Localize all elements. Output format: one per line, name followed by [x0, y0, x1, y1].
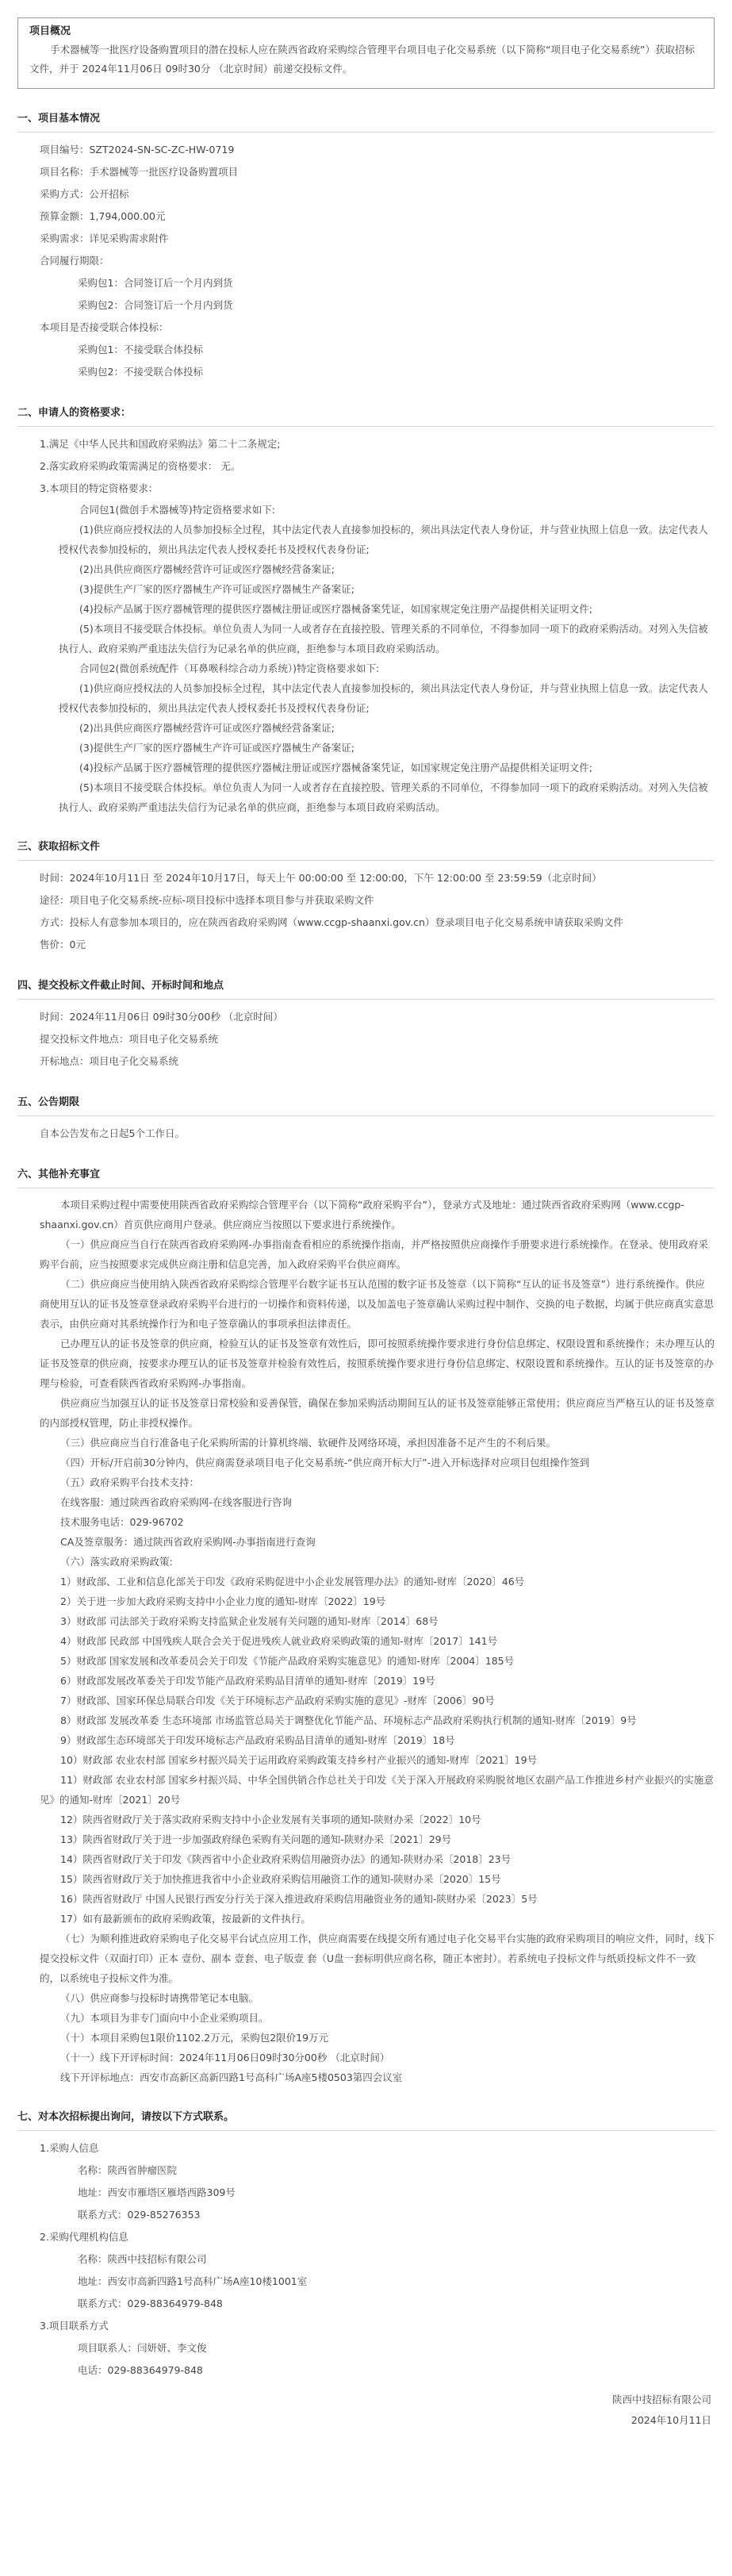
project-number: 项目编号：SZT2024-SN-SC-ZC-HW-0719	[40, 144, 235, 155]
contact-detail: 名称：陕西中技招标有限公司	[78, 2253, 207, 2265]
supplementary-paragraph: （十）本项目采购包1限价1102.2万元，采购包2限价19万元	[60, 2032, 329, 2044]
supplementary-paragraph: 16）陕西省财政厅 中国人民银行西安分行关于深入推进政府采购信用融资业务的通知-陕财办采〔2023〕5号	[60, 1893, 538, 1905]
announcement-period: 自本公告发布之日起5个工作日。	[40, 1127, 185, 1139]
package-2-requirement: (4)投标产品属于医疗器械管理的提供医疗器械注册证或医疗器械备案凭证，如国家规定免注册产品提供相关证明文件;	[79, 762, 592, 774]
section-divider	[17, 999, 715, 1000]
supplementary-paragraph: （八）供应商参与投标时请携带笔记本电脑。	[60, 1992, 259, 2004]
section-supplementary	[17, 1195, 715, 2087]
package-1-requirement-heading: 合同包1(微创手术器械等)特定资格要求如下:	[79, 504, 275, 516]
package-1-requirement: (4)投标产品属于医疗器械管理的提供医疗器械注册证或医疗器械备案凭证，如国家规定免注册产品提供相关证明文件;	[79, 603, 592, 615]
supplementary-paragraph: （一）供应商应当自行在陕西省政府采购网-办事指南查看相应的系统操作指南，并严格按照供应商操作手册要求进行系统操作。在登录、使用政府采购平台前，应当按照要求完成供应商注册和信息完善，加入政府采购平台供应商库。	[40, 1238, 709, 1270]
contact-detail: 联系方式：029-88364979-848	[78, 2298, 223, 2309]
procurement-requirement: 采购需求：详见采购需求附件	[40, 232, 169, 244]
budget-amount: 预算金额：1,794,000.00元	[40, 210, 166, 222]
obtain-channel: 途径：项目电子化交易系统-应标-项目投标中选择本项目参与并获取采购文件	[40, 894, 374, 906]
supplementary-paragraph: 4）财政部 民政部 中国残疾人联合会关于促进残疾人就业政府采购政策的通知-财库〔2017〕141号	[60, 1635, 498, 1647]
package-1-requirement: (1)供应商应授权法的人员参加投标全过程，其中法定代表人直接参加投标的，须出具法定代表人身份证，并与营业执照上信息一致。法定代表人授权代表参加投标的，须出具法定代表人授权委托书及授权代表身份证;	[59, 524, 708, 555]
obtain-method: 方式：投标人有意参加本项目的，应在陕西省政府采购网（www.ccgp-shaanxi.gov.cn）登录项目电子化交易系统申请获取采购文件	[40, 916, 623, 928]
package-1-requirement: (3)提供生产厂家的医疗器械生产许可证或医疗器械生产备案证;	[79, 583, 355, 595]
section-title-supplementary: 六、其他补充事宜	[17, 1169, 101, 1181]
qualification-item: 3.本项目的特定资格要求：	[40, 482, 159, 494]
supplementary-paragraph: 3）财政部 司法部关于政府采购支持监狱企业发展有关问题的通知-财库〔2014〕68号	[60, 1615, 439, 1627]
section-announcement-period	[17, 1123, 715, 1145]
supplementary-paragraph: （六）落实政府采购政策:	[60, 1556, 173, 1568]
section-title-contact: 七、对本次招标提出询问，请按以下方式联系。	[17, 2111, 235, 2123]
section-title-obtain-documents: 三、获取招标文件	[17, 841, 101, 853]
supplementary-paragraph: 14）陕西省财政厅关于印发《陕西省中小企业政府采购信用融资办法》的通知-陕财办采〔2018〕23号	[60, 1853, 512, 1865]
procurement-method: 采购方式：公开招标	[40, 188, 129, 200]
document-price: 售价：0元	[40, 939, 86, 950]
supplementary-paragraph: 10）财政部 农业农村部 国家乡村振兴局关于运用政府采购政策支持乡村产业振兴的通知-财库〔2021〕19号	[60, 1754, 538, 1766]
package-2-requirement-heading: 合同包2(微创系统配件（耳鼻喉科综合动力系统）)特定资格要求如下:	[79, 662, 380, 674]
obtain-time: 时间：2024年10月11日 至 2024年10月17日，每天上午 00:00:00 至 12:00:00，下午 12:00:00 至 23:59:59（北京时间）	[40, 872, 602, 884]
package-2-requirement: (2)出具供应商医疗器械经营许可证或医疗器械经营备案证;	[79, 722, 335, 734]
section-title-basic-info: 一、项目基本情况	[17, 113, 101, 125]
supplementary-paragraph: 2）关于进一步加大政府采购支持中小企业力度的通知-财库〔2022〕19号	[60, 1595, 386, 1607]
consortium-label: 本项目是否接受联合体投标：	[40, 321, 169, 333]
section-basic-info	[17, 139, 715, 383]
package-1-requirement: (2)出具供应商医疗器械经营许可证或医疗器械经营备案证;	[79, 563, 335, 575]
submission-location: 提交投标文件地点：项目电子化交易系统	[40, 1033, 219, 1045]
project-name: 项目名称：手术器械等一批医疗设备购置项目	[40, 166, 239, 178]
supplementary-paragraph: 线下开评标地点：西安市高新区高新四路1号高科广场A座5楼0503第四会议室	[60, 2071, 403, 2083]
supplementary-paragraph: 15）陕西省财政厅关于加快推进我省中小企业政府采购信用融资工作的通知-陕财办采〔2020〕15号	[60, 1873, 501, 1885]
supplementary-paragraph: （四）开标/开启前30分钟内，供应商需登录项目电子化交易系统-“供应商开标大厅”-进入开标选择对应项目包组操作签到	[60, 1457, 590, 1468]
deadline-time: 时间：2024年11月06日 09时30分00秒 （北京时间）	[40, 1011, 283, 1023]
supplementary-paragraph: 本项目采购过程中需要使用陕西省政府采购综合管理平台（以下简称“政府采购平台”），登录方式及地址：通过陕西省政府采购网（www.ccgp-shaanxi.gov.cn）首页供应商用户登录。供应商应当按照以下要求进行系统操作。	[40, 1199, 684, 1230]
section-divider	[17, 2130, 715, 2131]
supplementary-paragraph: 已办理互认的证书及签章的供应商，检验互认的证书及签章有效性后，即可按照系统操作要求进行身份信息绑定、权限设置和系统操作；未办理互认的证书及签章的供应商，按要求办理互认的证书及签章并检验有效性后，按照系统操作要求进行身份信息绑定、权限设置和系统操作。互认的证书及签章的办理与检验，可查看陕西省政府采购网-办事指南。	[40, 1338, 715, 1389]
section-title-deadline: 四、提交投标文件截止时间、开标时间和地点	[17, 980, 224, 992]
section-divider	[17, 426, 715, 427]
package-1-requirement: (5)本项目不接受联合体投标。单位负责人为同一人或者存在直接控股、管理关系的不同单位，不得参加同一项下的政府采购活动。对列入失信被执行人、政府采购严重违法失信行为记录名单的供应商，拒绝参与本项目政府采购活动。	[59, 623, 708, 655]
contract-period-label: 合同履行期限：	[40, 255, 109, 267]
contact-detail: 项目联系人：闫妍妍、李文俊	[78, 2342, 207, 2354]
contract-period-package-2: 采购包2：合同签订后一个月内到货	[78, 299, 233, 311]
supplementary-paragraph: 12）陕西省财政厅关于落实政府采购支持中小企业发展有关事项的通知-陕财办采〔2022〕10号	[60, 1814, 481, 1825]
package-2-requirement: (1)供应商应授权法的人员参加投标全过程，其中法定代表人直接参加投标的，须出具法定代表人身份证，并与营业执照上信息一致。法定代表人授权代表参加投标的，须出具法定代表人授权委托书及授权代表身份证;	[59, 682, 708, 714]
supplementary-paragraph: 5）财政部 国家发展和改革委员会关于印发《节能产品政府采购实施意见》的通知-财库〔2004〕185号	[60, 1655, 515, 1667]
section-obtain-documents	[17, 867, 715, 956]
consortium-package-2: 采购包2：不接受联合体投标	[78, 366, 203, 378]
supplementary-paragraph: （五）政府采购平台技术支持：	[60, 1476, 200, 1488]
supplementary-paragraph: （二）供应商应当使用纳入陕西省政府采购综合管理平台数字证书互认范围的数字证书及签章（以下简称“互认的证书及签章”）进行系统操作。供应商使用互认的证书及签章登录政府采购平台进行的一切操作和资料传递，以及加盖电子签章确认采购过程中制作、交换的电子数据，均属于供应商真实意思表示，由供应商对其系统操作行为和电子签章确认的事项承担法律责任。	[40, 1278, 715, 1330]
section-deadline	[17, 1006, 715, 1073]
supplementary-paragraph: 17）如有最新颁布的政府采购政策，按最新的文件执行。	[60, 1913, 311, 1925]
section-title-qualifications: 二、申请人的资格要求：	[17, 407, 132, 419]
supplementary-paragraph: （九）本项目为非专门面向中小企业采购项目。	[60, 2012, 269, 2024]
supplementary-paragraph: 在线客服：通过陕西省政府采购网-在线客服进行咨询	[60, 1496, 293, 1508]
supplementary-paragraph: 技术服务电话：029-96702	[60, 1516, 184, 1528]
qualification-item: 1.满足《中华人民共和国政府采购法》第二十二条规定;	[40, 438, 281, 450]
contact-group-title: 3.项目联系方式	[40, 2320, 109, 2332]
section-contact	[17, 2137, 715, 2382]
supplementary-paragraph: 8）财政部 发展改革委 生态环境部 市场监管总局关于调整优化节能产品、环境标志产品政府采购执行机制的通知-财库〔2019〕9号	[60, 1714, 637, 1726]
supplementary-paragraph: 11）财政部 农业农村部 国家乡村振兴局、中华全国供销合作总社关于印发《关于深入开展政府采购脱贫地区农副产品工作推进乡村产业振兴的实施意见》的通知-财库〔2021〕20号	[40, 1774, 714, 1806]
overview-body: 手术器械等一批医疗设备购置项目的潜在投标人应在陕西省政府采购综合管理平台项目电子化交易系统（以下简称“项目电子化交易系统”）获取招标文件，并于 2024年11月06日 09时30分 （北京时间）前递交投标文件。	[29, 44, 695, 75]
supplementary-paragraph: CA及签章服务：通过陕西省政府采购网-办事指南进行查询	[60, 1536, 316, 1548]
section-divider	[17, 860, 715, 861]
contact-group-title: 2.采购代理机构信息	[40, 2231, 128, 2243]
footer-date: 2024年10月11日	[630, 2414, 711, 2426]
supplementary-paragraph: 1）财政部、工业和信息化部关于印发《政府采购促进中小企业发展管理办法》的通知-财库〔2020〕46号	[60, 1576, 525, 1587]
package-2-requirement: (5)本项目不接受联合体投标。单位负责人为同一人或者存在直接控股、管理关系的不同单位，不得参加同一项下的政府采购活动。对列入失信被执行人、政府采购严重违法失信行为记录名单的供应商，拒绝参与本项目政府采购活动。	[59, 781, 708, 813]
contact-detail: 地址：西安市雁塔区雁塔西路309号	[78, 2186, 236, 2198]
supplementary-paragraph: （三）供应商应当自行准备电子化采购所需的计算机终端、软硬件及网络环境，承担因准备不足产生的不利后果。	[60, 1437, 557, 1449]
supplementary-paragraph: （十一）线下开评标时间：2024年11月06日09时30分00秒 （北京时间）	[60, 2052, 390, 2063]
contact-detail: 名称：陕西省肿瘤医院	[78, 2164, 178, 2176]
supplementary-paragraph: 9）财政部生态环境部关于印发环境标志产品政府采购品目清单的通知-财库〔2019〕18号	[60, 1734, 455, 1746]
supplementary-paragraph: 13）陕西省财政厅关于进一步加强政府绿色采购有关问题的通知-陕财办采〔2021〕29号	[60, 1833, 452, 1845]
supplementary-paragraph: 供应商应当加强互认的证书及签章日常校验和妥善保管，确保在参加采购活动期间互认的证书及签章能够正常使用；供应商应当严格互认的证书及签章的内部授权管理，防止非授权操作。	[40, 1397, 715, 1429]
section-qualifications	[17, 433, 715, 817]
supplementary-paragraph: 6）财政部发展改革委关于印发节能产品政府采购品目清单的通知-财库〔2019〕19号	[60, 1675, 435, 1687]
qualification-item: 2.落实政府采购政策需满足的资格要求： 无。	[40, 460, 241, 472]
package-2-requirement: (3)提供生产厂家的医疗器械生产许可证或医疗器械生产备案证;	[79, 742, 355, 754]
contact-detail: 联系方式：029-85276353	[78, 2209, 201, 2221]
contact-detail: 电话：029-88364979-848	[78, 2364, 203, 2376]
section-divider	[17, 1115, 715, 1116]
footer-company: 陕西中技招标有限公司	[611, 2394, 711, 2405]
contact-detail: 地址：西安市高新四路1号高科广场A座10楼1001室	[78, 2275, 308, 2287]
section-title-announcement-period: 五、公告期限	[17, 1096, 80, 1108]
opening-location: 开标地点：项目电子化交易系统	[40, 1055, 179, 1067]
supplementary-paragraph: （七）为顺利推进政府采购电子化交易平台试点应用工作，供应商需要在线提交所有通过电子化交易平台实施的政府采购项目的响应文件，同时，线下提交投标文件（双面打印）正本 壹份、副本 壹套、电子版壹 套（U盘一套标明供应商名称，随正本密封）。若系统电子投标文件与纸质投标文件不一致的，以系统电子投标文件为准。	[40, 1933, 715, 1984]
consortium-package-1: 采购包1：不接受联合体投标	[78, 344, 203, 355]
overview-title: 项目概况	[29, 25, 71, 37]
project-overview-box	[17, 17, 715, 89]
supplementary-paragraph: 7）财政部、国家环保总局联合印发《关于环境标志产品政府采购实施的意见》-财库〔2006〕90号	[60, 1695, 495, 1706]
contact-group-title: 1.采购人信息	[40, 2142, 99, 2154]
contract-period-package-1: 采购包1：合同签订后一个月内到货	[78, 277, 233, 289]
